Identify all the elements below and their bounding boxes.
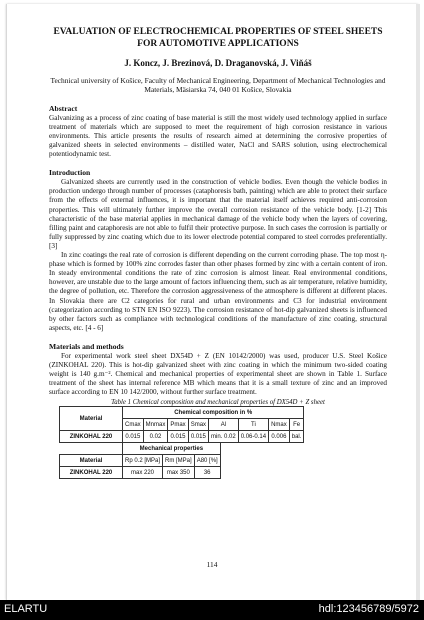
table-cell: 0.06-0.14 bbox=[238, 431, 268, 443]
page-number: 114 bbox=[206, 560, 218, 569]
col-header: Ti bbox=[238, 419, 268, 431]
table-cell: bal. bbox=[289, 431, 304, 443]
paper-title: EVALUATION OF ELECTROCHEMICAL PROPERTIES OF STEEL SHEETS FOR AUTOMOTIVE APPLICATIONS bbox=[53, 27, 383, 49]
table-row-label: ZINKOHAL 220 bbox=[60, 431, 123, 443]
intro-paragraph-2: In zinc coatings the real rate of corrosion is different depending on the current corroding phase. The top most η-phase which is formed by 100% zinc corrodes faster than other phases formed by zinc with a certain content of iron. In steady environmental conditions the rate of zinc corrosion is almost linear. Real environmental conditions, however, are unstable due to the large amount of factors influencing them, such as air temperature, relative humidity, the degree of pollution, etc. Therefore the corrosion aggressiveness of the atmosphere is different at different places. In Slovakia there are C2 categories for rural and urban environments and C3 for industrial environment (categorization according to STN EN ISO 9223). The corrosion resistance of hot-dip galvanized sheets is influenced by other factors such as compliance with technological conditions of the manufacture of zinc coating, structural aspects, etc. [4 - 6] bbox=[49, 251, 387, 332]
table-cell: 0.015 bbox=[188, 431, 208, 443]
chemical-group-header: Chemical composition in % bbox=[123, 407, 304, 419]
table-cell: 0.015 bbox=[168, 431, 188, 443]
footer-bar bbox=[0, 600, 424, 620]
col-header: Nmax bbox=[269, 419, 290, 431]
footer-handle: hdl:123456789/5972 bbox=[318, 603, 419, 615]
table-cell: 36 bbox=[194, 467, 220, 479]
table-caption: Table 1 Chemical composition and mechanical properties of DX54D + Z sheet bbox=[111, 399, 325, 407]
col-header: Rm [MPa] bbox=[163, 455, 195, 467]
table-cell: max 350 bbox=[163, 467, 195, 479]
introduction-heading: Introduction bbox=[49, 168, 91, 178]
col-header: Fe bbox=[289, 419, 304, 431]
col-header: Mnmax bbox=[143, 419, 168, 431]
chemical-table-wrap bbox=[59, 406, 387, 479]
mechanical-properties-table bbox=[59, 442, 221, 479]
table-cell: max 220 bbox=[123, 467, 163, 479]
paper-page bbox=[6, 4, 418, 600]
material-header: Material bbox=[60, 407, 123, 431]
page-shadow bbox=[416, 4, 420, 600]
table-cell: 0.006 bbox=[269, 431, 290, 443]
table-cell: min. 0.02 bbox=[209, 431, 239, 443]
affiliation: Technical university of Košice, Faculty of Mechanical Engineering, Department of Mechanical Technologies and Materials, Mäsiarska 74, 040 01 Košice, Slovakia bbox=[50, 76, 386, 95]
col-header: Cmax bbox=[123, 419, 144, 431]
table-cell: 0.015 bbox=[123, 431, 144, 443]
paper-content bbox=[49, 26, 387, 479]
table-cell: 0.02 bbox=[143, 431, 168, 443]
mechanical-group-header: Mechanical properties bbox=[123, 443, 221, 455]
blank-cell bbox=[60, 443, 123, 455]
chemical-composition-table bbox=[59, 406, 304, 443]
footer-repository-label: ELARTU bbox=[4, 603, 48, 615]
abstract-text: Galvanizing as a process of zinc coating of base material is still the most widely used technology applied in surface treatment of materials which are supposed to meet the requirement of high corrosion resistance in various environments. This article presents the results of research aimed at determining the corrosive properties of galvanized sheets in selected environments – distilled water, NaCl and SARS solution, using electrochemical potentiodynamic test. bbox=[49, 113, 387, 159]
material-header: Material bbox=[60, 455, 123, 467]
abstract-heading: Abstract bbox=[49, 103, 78, 113]
col-header: Smax bbox=[188, 419, 208, 431]
col-header: A80 [%] bbox=[194, 455, 220, 467]
col-header: Rp 0.2 [MPa] bbox=[123, 455, 163, 467]
col-header: Pmax bbox=[168, 419, 188, 431]
methods-heading: Materials and methods bbox=[49, 341, 124, 351]
col-header: Al bbox=[209, 419, 239, 431]
methods-paragraph-1: For experimental work steel sheet DX54D + Z (EN 10142/2000) was used, producer U.S. Steel Košice (ZINKOHAL 220). This is hot-dip galvanized sheet with zinc coating in which the minimum two-sided coating weight is 140 g.m⁻². Chemical and mechanical properties of experimental sheet are shown in Table 1. Surface treatment of the sheet has internal reference MB which means that it is a small texture of zinc and an improved surface according to EN 10 142/2000, without further surface treatment. bbox=[49, 351, 387, 397]
author-list: J. Koncz, J. Brezinová, D. Draganovská, J. Viňáš bbox=[124, 58, 312, 68]
table-row-label: ZINKOHAL 220 bbox=[60, 467, 123, 479]
intro-paragraph-1: Galvanized sheets are currently used in the construction of vehicle bodies. Even though the vehicle bodies in production undergo through number of processes (cataphoresis bath, painting) which are able to protect their surface from the effects of external influences, it is important that the material itself achieves required anti-corrosion properties. This will ultimately further improve the overall corrosion resistance of the vehicle body. [1-2] This characteristic of the base material applies in mechanical damage of the vehicle body when the layers of covering, filling paint and cataphoresis are not able to fulfil their protective purpose. In such cases the corrosion is partially or fully suppressed by zinc coating which due to its lower electrode potential compared to steel corrodes preferentially. [3] bbox=[49, 178, 387, 250]
